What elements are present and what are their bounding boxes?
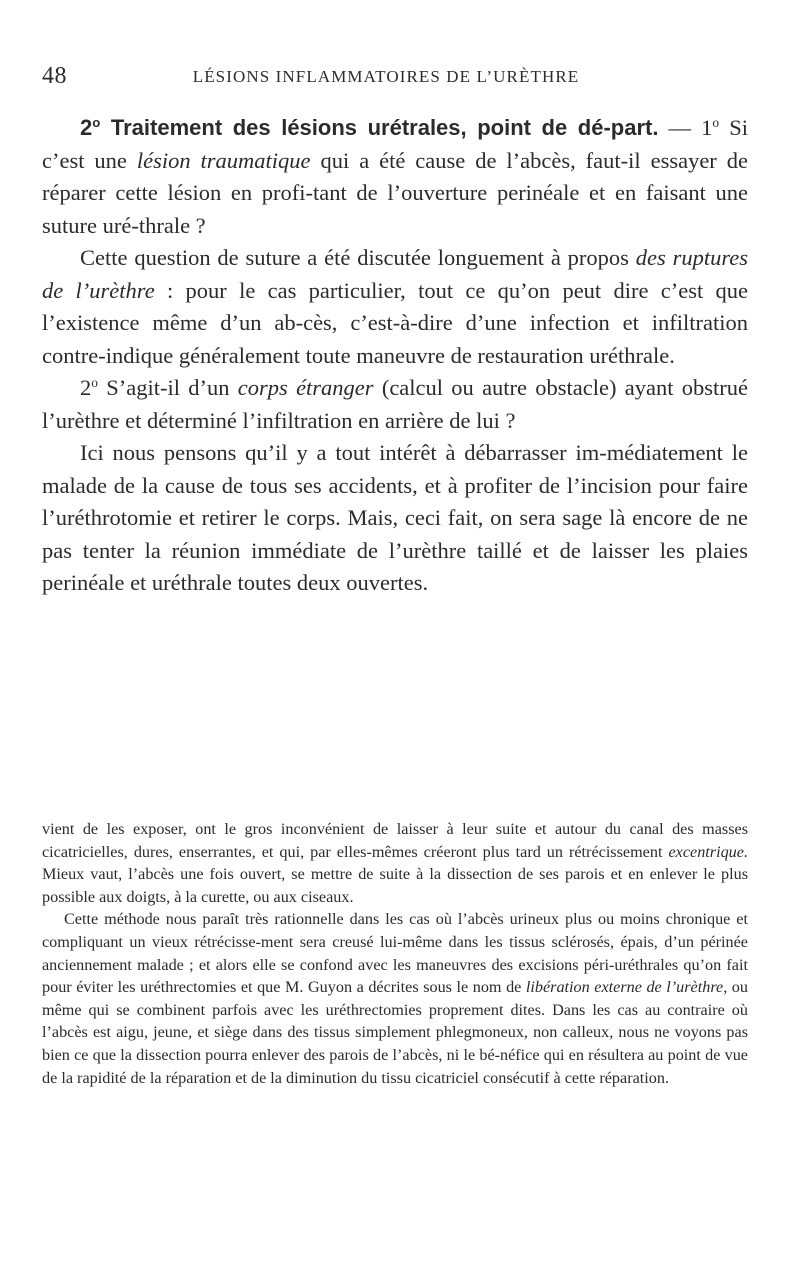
paragraph-suture-question: Cette question de suture a été discutée longuement à propos des ruptures de l’urèthre : pour le cas particulier, tout ce qu’on peut dire c’est que l’existence même d’un ab-cès, c’est-à-dire d’une infection et infiltration contre-indique généralement toute maneuvre de restauration uréthrale. xyxy=(42,245,749,368)
chapter-title: LÉSIONS INFLAMMATOIRES DE L’URÈTHRE xyxy=(192,67,580,86)
italic-term: des ruptures de l’urèthre xyxy=(42,245,749,303)
italic-term: libération externe de l’urèthre xyxy=(525,978,724,997)
note-method: Cette méthode nous paraît très rationnelle dans les cas où l’abcès urineux plus ou moins chronique et compliquant un vieux rétrécisse-ment sera creusé lui-même dans les tissus sclérosés, épais, d’un périnée anciennement malade ; et alors elle se confond avec les maneuvres des excisions péri-uréthrales qu’on fait pour éviter les uréthrectomies et que M. Guyon a décrites sous le nom de libération externe de l’urèthre, ou même qui se combinent parfois avec les uréthrectomies proprement dites. Dans les cas au contraire où l’abcès est aigu, jeune, et siège dans des tissus simplement phlegmoneux, non calleux, nous ne voyons pas bien ce que la dissection pourra enlever des parois de l’abcès, ni le bé-néfice qui en résultera au point de vue de la rapidité de la réparation et de la diminution du tissu cicatriciel consécutif à cette réparation. xyxy=(42,910,748,1087)
small-print-notes xyxy=(42,818,748,1089)
note-continuation: vient de les exposer, ont le gros inconvénient de laisser à leur suite et autour du canal des masses cicatricielles, dures, enserrantes, et qui, par elles-mêmes créeront plus tard un rétrécissement excentrique. Mieux vaut, l’abcès une fois ouvert, se mettre de suite à la dissection de ses parois et en enlever le plus possible aux doigts, à la curette, ou aux ciseaux. xyxy=(42,820,748,906)
paragraph-treatment-heading: 2$^o$ Traitement des lésions urétrales, point de dé-part. — 1$^o$ Si c’est une lésion traumatique qui a été cause de l’abcès, faut-il essayer de réparer cette lésion en profi-tant de l’ouverture perinéale et en faisant une suture uré-thrale ? xyxy=(42,114,749,238)
italic-term: excentrique. xyxy=(668,842,748,861)
italic-term: lésion traumatique xyxy=(136,147,311,173)
paragraph-recommendation: Ici nous pensons qu’il y a tout intérêt à débarrasser im-médiatement le malade de la cause de tous ses accidents, et à profiter de l’incision pour faire l’uréthrotomie et retirer le corps. Mais, ceci fait, on sera sage là encore de ne pas tenter la réunion immédiate de l’urèthre taillé et de laisser les plaies perinéale et uréthrale toutes deux ouvertes. xyxy=(42,440,748,595)
paragraph-foreign-body: 2$^o$ S’agit-il d’un corps étranger (calcul ou autre obstacle) ayant obstrué l’urèthre et déterminé l’infiltration en arrière de lui ? xyxy=(42,374,749,433)
page-number: 48 xyxy=(42,63,67,89)
italic-term: corps étranger xyxy=(237,375,374,400)
section-heading: 2$^o$ Traitement des lésions urétrales, point de dé-part. xyxy=(80,115,659,140)
main-text xyxy=(42,112,748,600)
running-header xyxy=(42,63,730,93)
